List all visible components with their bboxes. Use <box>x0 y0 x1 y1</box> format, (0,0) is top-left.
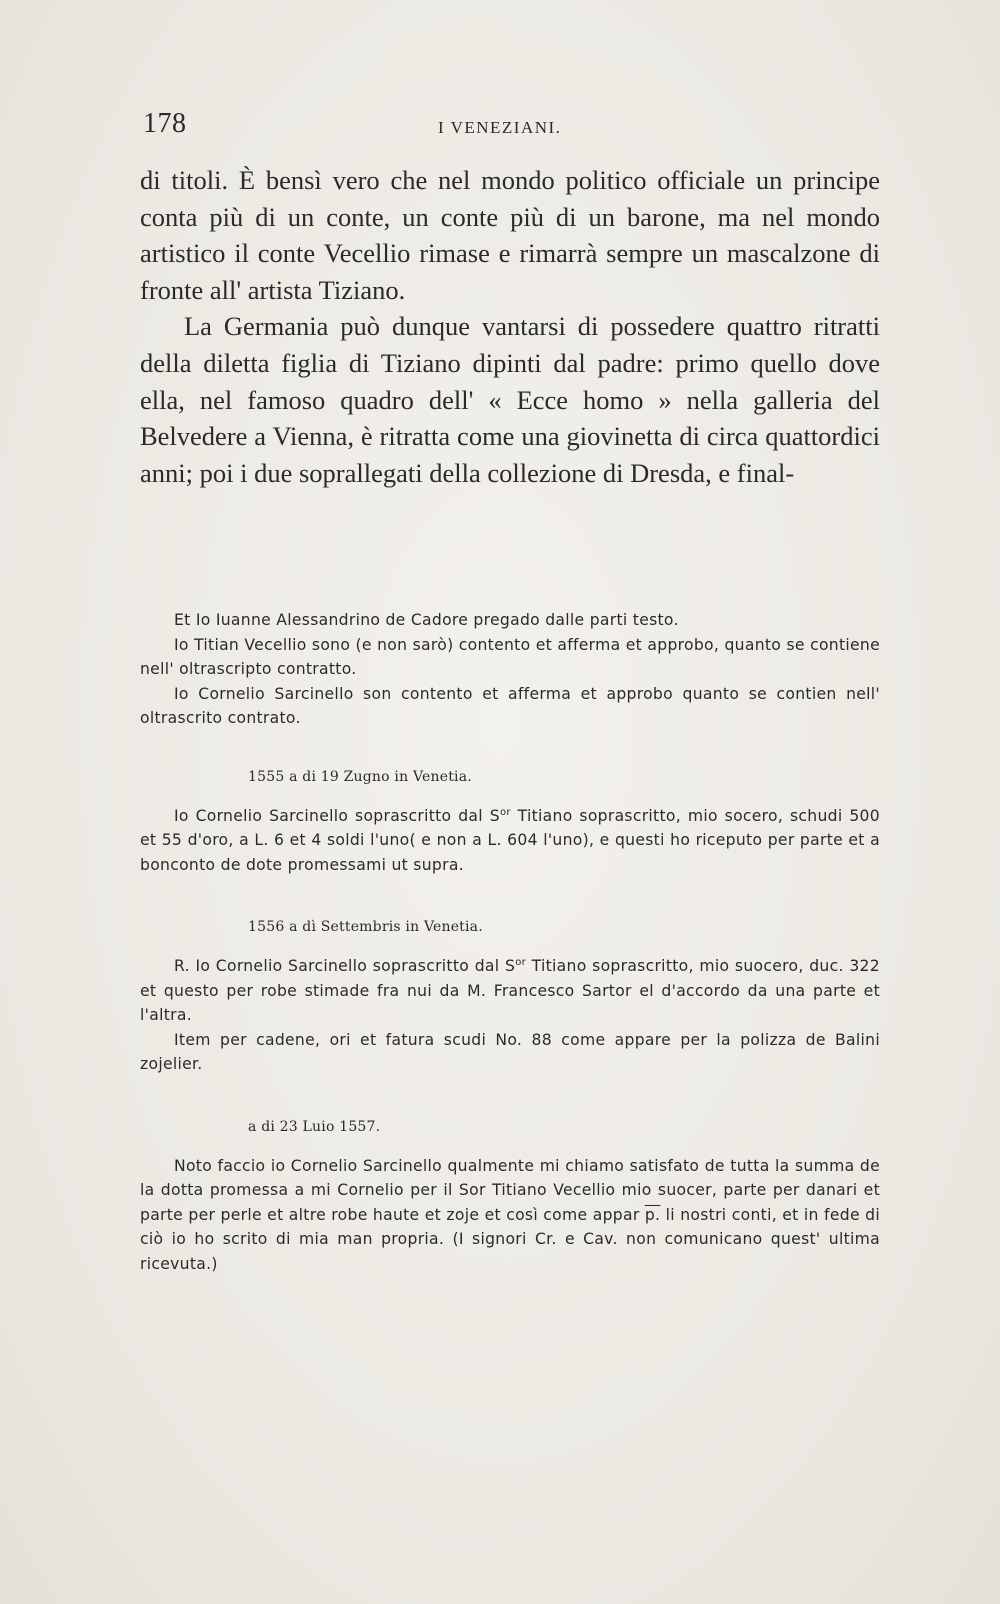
document-line: Io Titian Vecellio sono (e non sarò) contento et afferma et approbo, quanto se contiene nell' oltrascripto contratto. <box>140 635 880 679</box>
paragraph: La Germania può dunque vantarsi di possedere quattro ritratti della diletta figlia di Tiziano dipinti dal padre: primo quello dove ella, nel famoso quadro dell' « Ecce homo » nella galleria del Belvedere a Vienna, è ritratta come una giovinetta di circa quattordici anni; poi i due soprallegati della collezione di Dresda, e final- <box>140 311 880 488</box>
document-text: R. Io Cornelio Sarcinello soprascritto dal S <box>174 956 516 975</box>
document-text: Noto faccio io Cornelio Sarcinello qualmente mi chiamo satisfato de tutta la summa de la dotta promessa a mi Cornelio per il Sor Titiano Vecellio mio suocer, parte per danari et parte per perle et altre robe haute et zoje et così come appar <box>140 1156 880 1224</box>
main-text <box>140 162 880 491</box>
document-line: Et Io Iuanne Alessandrino de Cadore pregado dalle parti testo. <box>174 611 679 629</box>
dateline: 1556 a dì Settembris in Venetia. <box>248 919 483 936</box>
document-line <box>140 1154 880 1277</box>
document-line: Item per cadene, ori et fatura scudi No. 88 come appare per la polizza de Balini zojelier. <box>140 1030 880 1074</box>
abbreviation: p. <box>644 1205 661 1224</box>
page-header <box>143 108 863 148</box>
page-number: 178 <box>143 108 187 139</box>
document-text: Titiano soprascritto, mio socero, schudi 500 et 55 d'oro, a L. 6 et 4 soldi l'uno( e non a L. 604 l'uno), e questi ho riceputo per parte et a bonconto de dote promessami ut supra. <box>140 806 880 874</box>
document-text: Titiano soprascritto, mio suocero, duc. 322 et questo per robe stimade fra nui da M. Francesco Sartor el d'accordo da una parte et l'altra. <box>140 956 880 1025</box>
superscript: or <box>515 956 527 968</box>
paragraph: di titoli. È bensì vero che nel mondo politico officiale un principe conta più di un conte, un conte più di un barone, ma nel mondo artistico il conte Vecellio rimase e rimarrà sempre un mascalzone di fronte all' artista Tiziano. <box>140 165 880 305</box>
dateline: 1555 a di 19 Zugno in Venetia. <box>248 768 472 785</box>
document-line <box>140 954 880 1028</box>
document-line: Io Cornelio Sarcinello son contento et afferma et approbo quanto se contien nell' oltrascrito contrato. <box>140 684 880 728</box>
document-text: Io Cornelio Sarcinello soprascritto dal S <box>174 806 500 825</box>
document-text: li nostri conti, et in fede di ciò io ho scrito di mia man propria. (I signori Cr. e Cav. non comunicano quest' ultima ricevuta.) <box>140 1205 880 1273</box>
superscript: or <box>499 806 511 818</box>
dateline: a di 23 Luio 1557. <box>248 1118 381 1135</box>
running-title: I VENEZIANI. <box>438 118 562 137</box>
document-line <box>140 804 880 878</box>
document-transcriptions <box>140 608 880 1276</box>
